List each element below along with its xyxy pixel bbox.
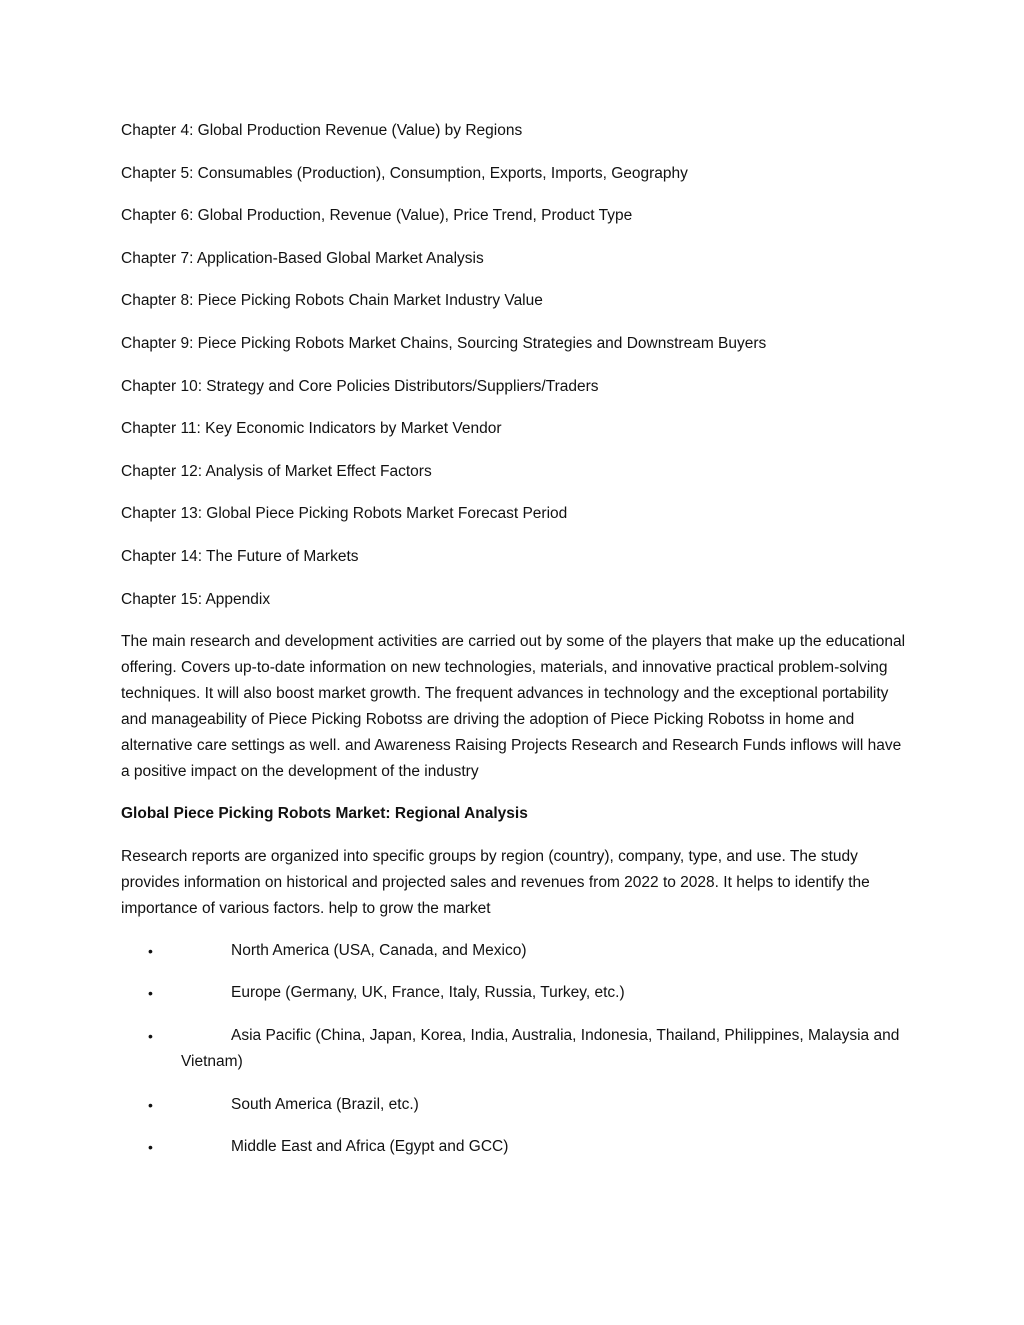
bullet-icon: •	[148, 942, 153, 959]
section-heading: Global Piece Picking Robots Market: Regional Analysis	[121, 805, 528, 823]
intro-paragraph: The main research and development activities are carried out by some of the players that make up the educational offering. Covers up-to-date information on new technologies, materials, and innovative practical problem-solving techniques. It will also boost market growth. The frequent advances in technology and the exceptional portability and manageability of Piece Picking Robotss are driving the adoption of Piece Picking Robotss in home and alternative care settings as well. and Awareness Raising Projects Research and Research Funds inflows will have a positive impact on the development of the industry	[121, 633, 906, 781]
region-label: Middle East and Africa (Egypt and GCC)	[231, 1138, 509, 1156]
chapter-list	[121, 118, 911, 629]
chapter-item: Chapter 8: Piece Picking Robots Chain Market Industry Value	[121, 292, 543, 310]
region-list-item	[121, 980, 911, 1006]
chapter-item: Chapter 4: Global Production Revenue (Value) by Regions	[121, 122, 523, 139]
region-label: North America (USA, Canada, and Mexico)	[231, 941, 527, 959]
region-label: South America (Brazil, etc.)	[231, 1095, 419, 1113]
region-list-item	[121, 1023, 911, 1075]
bullet-icon: •	[148, 1096, 153, 1113]
bullet-icon: •	[148, 1139, 153, 1156]
region-label: Asia Pacific (China, Japan, Korea, India, Australia, Indonesia, Thailand, Philippines, Malaysia and Vietnam)	[181, 1026, 900, 1070]
chapter-item: Chapter 15: Appendix	[121, 590, 271, 608]
chapter-item: Chapter 13: Global Piece Picking Robots Market Forecast Period	[121, 505, 568, 523]
region-list	[121, 938, 911, 1160]
chapter-item: Chapter 10: Strategy and Core Policies Distributors/Suppliers/Traders	[121, 377, 599, 395]
chapter-item: Chapter 14: The Future of Markets	[121, 547, 359, 565]
bullet-icon: •	[148, 1027, 153, 1044]
chapter-item: Chapter 5: Consumables (Production), Consumption, Exports, Imports, Geography	[121, 164, 688, 182]
region-list-item	[121, 1092, 911, 1118]
region-list-item	[121, 938, 911, 964]
chapter-item: Chapter 7: Application-Based Global Market Analysis	[121, 249, 484, 267]
chapter-item: Chapter 6: Global Production, Revenue (Value), Price Trend, Product Type	[121, 207, 633, 225]
bullet-icon: •	[148, 985, 153, 1002]
chapter-item: Chapter 9: Piece Picking Robots Market Chains, Sourcing Strategies and Downstream Buyers	[121, 334, 767, 352]
region-list-item	[121, 1134, 911, 1160]
region-label: Europe (Germany, UK, France, Italy, Russia, Turkey, etc.)	[231, 984, 625, 1002]
chapter-item: Chapter 12: Analysis of Market Effect Factors	[121, 462, 432, 480]
regional-paragraph: Research reports are organized into specific groups by region (country), company, type, and use. The study provides information on historical and projected sales and revenues from 2022 to 2028. It helps to identify the importance of various factors. help to grow the market	[121, 847, 870, 917]
document-body	[121, 118, 911, 1177]
chapter-item: Chapter 11: Key Economic Indicators by Market Vendor	[121, 420, 502, 438]
